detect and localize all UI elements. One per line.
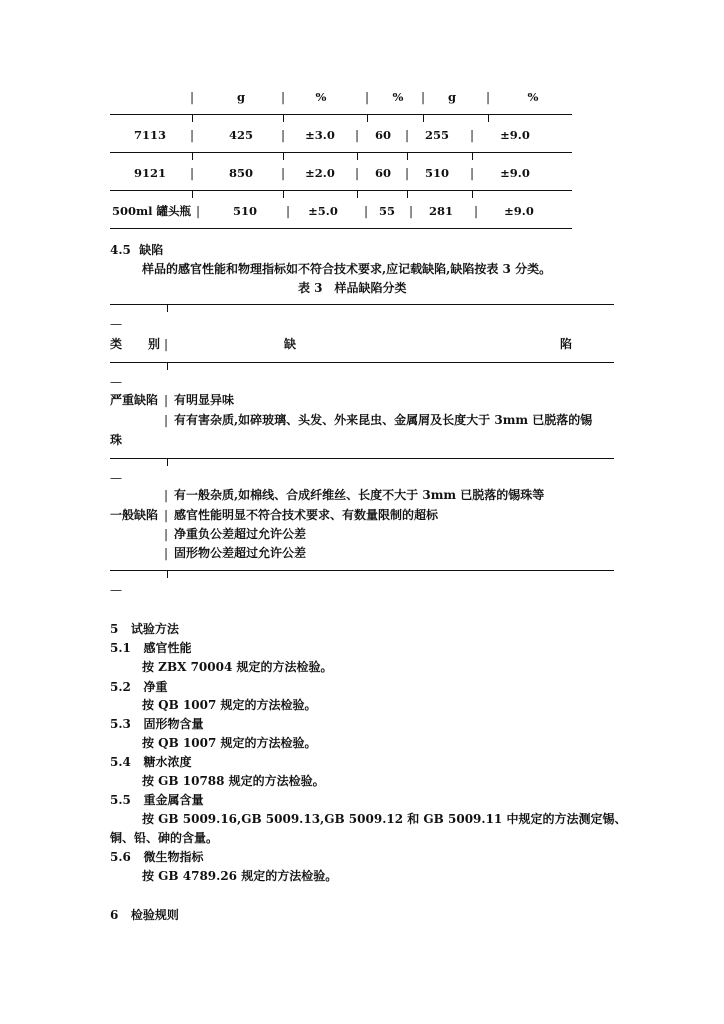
method-text: 按 GB 4789.26 规定的方法检验。 (142, 869, 338, 883)
subsection-title: 重金属含量 (143, 793, 204, 807)
table-rule (110, 114, 572, 115)
table-tick (167, 362, 168, 370)
method-text: 按 ZBX 70004 规定的方法检验。 (142, 660, 333, 674)
table-cell: ±3.0 (305, 128, 335, 142)
table-header-cell: 陷 (560, 337, 573, 351)
table-border: | (355, 128, 360, 142)
section-number: 4.5 (110, 243, 131, 257)
table-rule (110, 458, 614, 459)
table-tick (192, 114, 193, 122)
table-cell: 500ml 罐头瓶 (112, 204, 192, 218)
section-title: 检验规则 (130, 908, 179, 922)
continuation-dash: — (110, 471, 122, 485)
subsection-heading (110, 640, 191, 656)
table-header-cell: 缺 (284, 337, 297, 351)
category-label: 一般缺陷 (110, 508, 159, 522)
method-text: 按 GB 5009.16,GB 5009.13,GB 5009.12 和 GB 5009.11 中规定的方法测定锡、 (142, 812, 627, 826)
table-border: | (196, 204, 201, 218)
table-cell: 850 (228, 166, 253, 180)
subsection-number: 5.6 (110, 850, 131, 864)
section-heading (110, 242, 163, 258)
table-border: | (281, 90, 286, 104)
section-number: 5 (110, 622, 119, 636)
defect-item: 有有害杂质,如碎玻璃、头发、外来昆虫、金属屑及长度大于 3mm 已脱落的锡 (174, 413, 593, 427)
subsection-title: 固形物含量 (143, 717, 204, 731)
table-border: | (190, 90, 195, 104)
subsection-heading (110, 679, 167, 695)
table-cell: 7113 (133, 128, 166, 142)
section-title: 试验方法 (130, 622, 179, 636)
table-border: | (190, 128, 195, 142)
continuation-dash: — (110, 317, 122, 331)
table-border: | (281, 128, 286, 142)
table-border: | (164, 337, 169, 351)
table-tick (407, 152, 408, 160)
section-heading (110, 621, 179, 637)
table-cell: ±9.0 (500, 166, 530, 180)
table-tick (283, 190, 284, 198)
subsection-number: 5.4 (110, 755, 131, 769)
table-rule (110, 570, 614, 571)
subsection-number: 5.3 (110, 717, 131, 731)
table-border: | (421, 90, 426, 104)
table-border: | (405, 166, 410, 180)
table-tick (367, 114, 368, 122)
subsection-heading (110, 849, 203, 865)
table-border: | (286, 204, 291, 218)
table-cell: ±2.0 (305, 166, 335, 180)
table-header-cell: g (236, 90, 246, 104)
method-text-wrap: 铜、铅、砷的含量。 (110, 831, 219, 845)
subsection-number: 5.5 (110, 793, 131, 807)
table-tick (423, 114, 424, 122)
subsection-title: 感官性能 (143, 641, 192, 655)
table-cell: 55 (378, 204, 395, 218)
table-tick (488, 114, 489, 122)
table-border: | (364, 204, 369, 218)
table-border: | (164, 393, 169, 407)
table-tick (357, 190, 358, 198)
table-cell: 510 (424, 166, 449, 180)
table-tick (407, 190, 408, 198)
method-text: 按 QB 1007 规定的方法检验。 (142, 698, 317, 712)
table-cell: 9121 (133, 166, 166, 180)
table-tick (167, 570, 168, 578)
table-header-cell: % (315, 90, 327, 104)
table-border: | (470, 166, 475, 180)
subsection-title: 净重 (143, 680, 168, 694)
table-rule (110, 228, 572, 229)
table-tick (283, 152, 284, 160)
table-cell: ±9.0 (500, 128, 530, 142)
continuation-dash: — (110, 375, 122, 389)
defect-item-wrap: 珠 (110, 433, 123, 447)
table-rule (110, 304, 614, 305)
subsection-heading (110, 792, 203, 808)
table-border: | (164, 527, 169, 541)
table-border: | (164, 546, 169, 560)
defect-item: 有一般杂质,如棉线、合成纤维丝、长度不大于 3mm 已脱落的锡珠等 (174, 488, 545, 502)
defect-item: 净重负公差超过允许公差 (174, 527, 307, 541)
table-border: | (405, 128, 410, 142)
table-border: | (355, 166, 360, 180)
section-heading (110, 907, 179, 923)
table-tick (192, 190, 193, 198)
defect-item: 有明显异味 (174, 393, 235, 407)
table-border: | (190, 166, 195, 180)
table-cell: ±9.0 (504, 204, 534, 218)
table-caption: 表 3 样品缺陷分类 (298, 281, 407, 295)
table-header-cell: % (392, 90, 404, 104)
table-header-cell: 别 (148, 337, 161, 351)
table-border: | (164, 508, 169, 522)
table-border: | (470, 128, 475, 142)
defect-item: 感官性能明显不符合技术要求、有数量限制的超标 (174, 508, 439, 522)
table-cell: ±5.0 (308, 204, 338, 218)
table-tick (283, 114, 284, 122)
table-border: | (409, 204, 414, 218)
table-cell: 425 (228, 128, 253, 142)
table-rule (110, 362, 614, 363)
table-cell: 60 (374, 166, 391, 180)
table-border: | (164, 488, 169, 502)
table-border: | (474, 204, 479, 218)
paragraph: 样品的感官性能和物理指标如不符合技术要求,应记载缺陷,缺陷按表 3 分类。 (142, 262, 552, 276)
table-cell: 510 (232, 204, 257, 218)
table-cell: 60 (374, 128, 391, 142)
table-cell: 255 (424, 128, 449, 142)
table-tick (192, 152, 193, 160)
section-title: 缺陷 (139, 243, 164, 257)
method-text: 按 QB 1007 规定的方法检验。 (142, 736, 317, 750)
table-border: | (281, 166, 286, 180)
table-rule (110, 152, 572, 153)
table-border: | (365, 90, 370, 104)
defect-item: 固形物公差超过允许公差 (174, 546, 307, 560)
subsection-number: 5.1 (110, 641, 131, 655)
table-cell: 281 (428, 204, 453, 218)
subsection-title: 微生物指标 (143, 850, 204, 864)
table-header-cell: % (527, 90, 539, 104)
table-header-cell: 类 (110, 337, 123, 351)
table-border: | (486, 90, 491, 104)
table-tick (472, 152, 473, 160)
table-tick (472, 190, 473, 198)
table-rule (110, 190, 572, 191)
table-tick (167, 304, 168, 312)
subsection-number: 5.2 (110, 680, 131, 694)
table-header-cell: g (447, 90, 457, 104)
section-number: 6 (110, 908, 119, 922)
table-tick (357, 152, 358, 160)
subsection-title: 糖水浓度 (143, 755, 192, 769)
table-border: | (164, 413, 169, 427)
subsection-heading (110, 754, 191, 770)
table-tick (167, 458, 168, 466)
subsection-heading (110, 716, 203, 732)
category-label: 严重缺陷 (110, 393, 159, 407)
method-text: 按 GB 10788 规定的方法检验。 (142, 774, 325, 788)
continuation-dash: — (110, 583, 122, 597)
